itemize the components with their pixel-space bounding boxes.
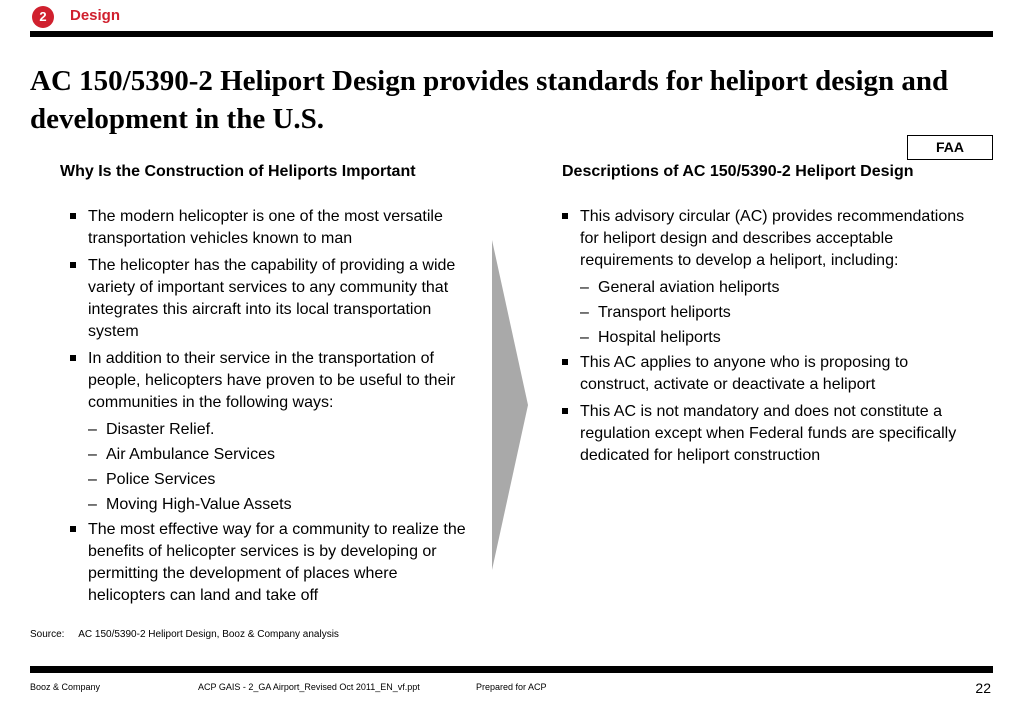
square-bullet-icon [70,262,76,268]
dash-bullet-icon: – [88,496,97,513]
dash-bullet-icon: – [580,329,589,346]
square-bullet-icon [562,359,568,365]
list-item [68,206,478,250]
footer-divider [30,666,993,673]
list-item [68,519,478,607]
square-bullet-icon [70,355,76,361]
footer-prepared-for: Prepared for ACP [476,682,547,692]
square-bullet-icon [562,408,568,414]
footer-filename: ACP GAIS - 2_GA Airport_Revised Oct 2011_EN_vf.ppt [198,682,420,692]
sub-list-item [560,302,970,324]
square-bullet-icon [562,213,568,219]
sub-item-text: Moving High-Value Assets [106,496,292,513]
bullet-text: The helicopter has the capability of providing a wide variety of important services to any community that integrates this aircraft into its local transportation system [88,257,456,340]
dash-bullet-icon: – [580,304,589,321]
list-item [68,348,478,414]
section-label: Design [70,7,121,24]
list-item [560,206,970,272]
chevron-arrow-icon [492,240,528,570]
left-column-heading: Why Is the Construction of Heliports Important [60,163,416,180]
dash-bullet-icon: – [88,421,97,438]
dash-bullet-icon: – [580,279,589,296]
right-column [560,206,970,472]
sub-list-item [68,469,478,491]
dash-bullet-icon: – [88,446,97,463]
section-number-badge: 2 [32,6,54,28]
source-note [30,629,339,640]
sub-list-item [68,419,478,441]
sub-list-item [560,277,970,299]
faa-tag: FAA [907,135,993,160]
bullet-text: The modern helicopter is one of the most versatile transportation vehicles known to man [88,208,443,247]
sub-item-text: Transport heliports [598,304,731,321]
page-title: AC 150/5390-2 Heliport Design provides standards for heliport design and development in the U.S. [30,65,949,135]
sub-list-item [560,327,970,349]
dash-bullet-icon: – [88,471,97,488]
list-item [560,352,970,396]
left-column [68,206,478,612]
sub-item-text: Hospital heliports [598,329,721,346]
sub-item-text: Air Ambulance Services [106,446,275,463]
header-divider [30,31,993,37]
sub-item-text: Police Services [106,471,216,488]
footer-company: Booz & Company [30,682,101,692]
square-bullet-icon [70,526,76,532]
source-text: AC 150/5390-2 Heliport Design, Booz & Company analysis [78,629,339,640]
chevron-arrow-shape [492,240,528,570]
bullet-text: In addition to their service in the transportation of people, helicopters have proven to be useful to their communities in the following ways: [88,350,456,411]
sub-item-text: Disaster Relief. [106,421,215,438]
bullet-text: The most effective way for a community to realize the benefits of helicopter services is by developing or permitting the development of places where helicopters can land and take off [88,521,466,604]
sub-item-text: General aviation heliports [598,279,780,296]
square-bullet-icon [70,213,76,219]
list-item [68,255,478,343]
bullet-text: This AC applies to anyone who is proposing to construct, activate or deactivate a heliport [580,354,909,393]
list-item [560,401,970,467]
bullet-text: This advisory circular (AC) provides recommendations for heliport design and describes acceptable requirements to develop a heliport, including: [580,208,965,269]
page-number: 22 [975,680,991,696]
bullet-text: This AC is not mandatory and does not constitute a regulation except when Federal funds are specifically dedicated for heliport construction [580,403,957,464]
source-label: Source: [30,629,65,640]
sub-list-item [68,494,478,516]
right-column-heading: Descriptions of AC 150/5390-2 Heliport Design [562,163,914,180]
sub-list-item [68,444,478,466]
